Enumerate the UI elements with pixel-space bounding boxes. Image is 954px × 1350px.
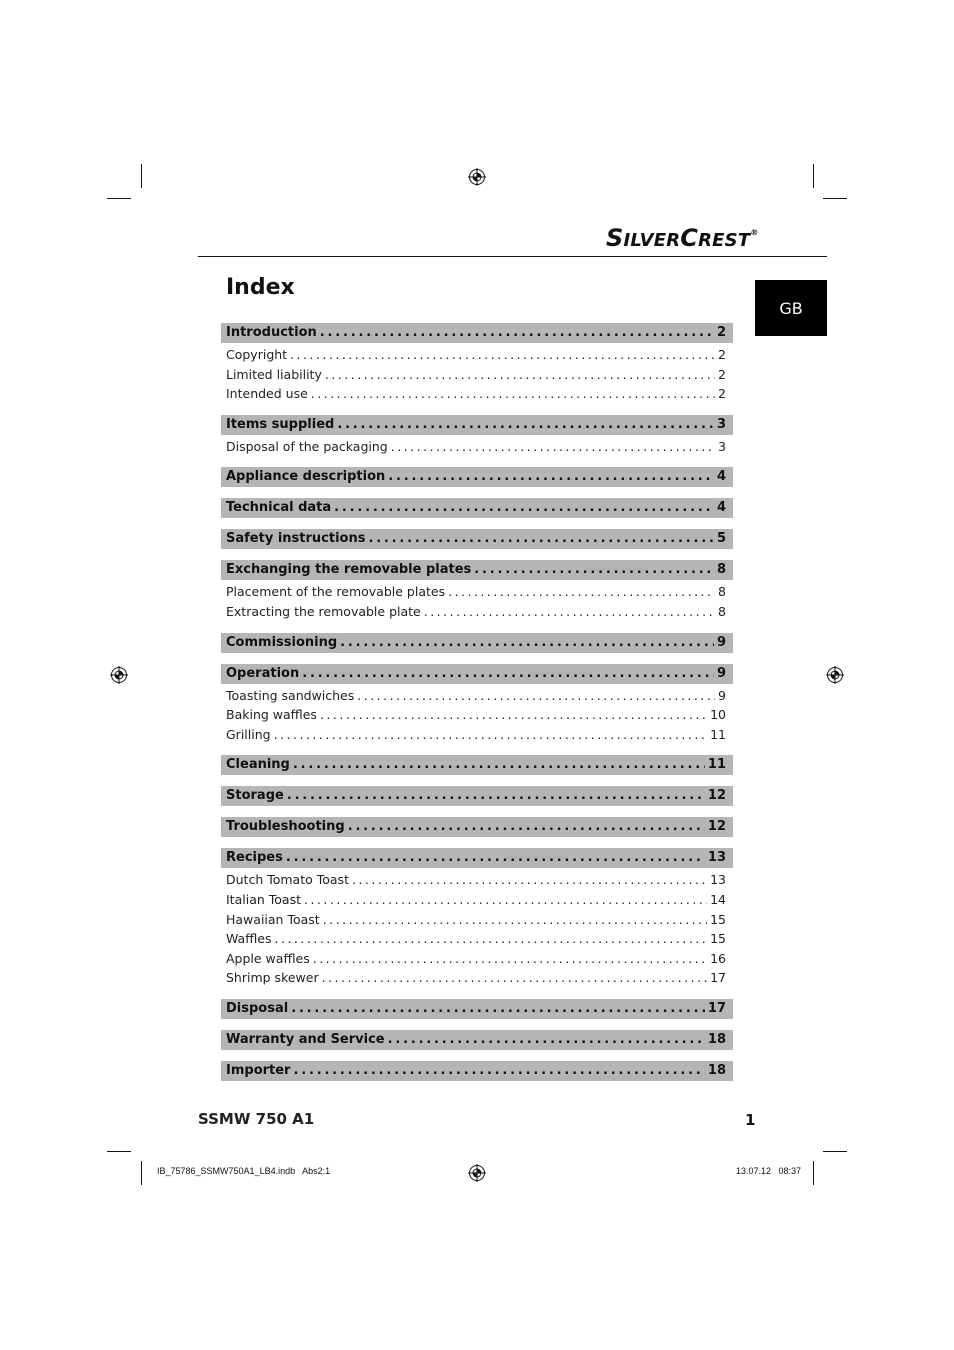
model-number: SSMW 750 A1	[198, 1110, 315, 1128]
toc-subsection-label: Toasting sandwiches	[226, 687, 355, 703]
toc-section	[221, 467, 733, 487]
toc-section	[221, 786, 733, 806]
toc-section-page: 3	[716, 416, 726, 432]
toc-subsection-label: Baking waffles	[226, 707, 317, 723]
toc-leader-dots	[274, 725, 708, 745]
crop-mark-bottom-right-h	[823, 1151, 847, 1152]
toc-section	[221, 529, 733, 549]
toc-section-heading[interactable]	[221, 817, 733, 837]
toc-leader-dots	[334, 498, 714, 518]
toc-section-page: 4	[716, 469, 726, 485]
toc-section-label: Recipes	[226, 850, 283, 866]
page-title: Index	[226, 275, 295, 300]
toc-subsection[interactable]	[221, 686, 733, 706]
toc-subsection-label: Shrimp skewer	[226, 970, 319, 986]
toc-subsection[interactable]	[221, 384, 733, 404]
toc-section-page: 18	[707, 1031, 726, 1047]
toc-subsection[interactable]	[221, 949, 733, 969]
toc-section	[221, 560, 733, 621]
toc-leader-dots	[304, 890, 707, 910]
toc-subsection-page: 9	[718, 687, 726, 703]
toc-leader-dots	[391, 437, 715, 457]
toc-subsection[interactable]	[221, 602, 733, 622]
toc-section-label: Cleaning	[226, 757, 290, 773]
toc-subsection-page: 16	[710, 950, 726, 966]
toc-section-page: 2	[716, 325, 726, 340]
crop-mark-bottom-left-h	[107, 1151, 131, 1152]
toc-leader-dots	[323, 910, 707, 930]
toc-subsection-label: Grilling	[226, 726, 271, 742]
header-rule	[198, 256, 827, 257]
toc-leader-dots	[474, 560, 714, 580]
crop-mark-bottom-right-v	[813, 1161, 814, 1185]
table-of-contents	[221, 323, 733, 1092]
toc-leader-dots	[290, 345, 715, 365]
toc-section-heading[interactable]	[221, 999, 733, 1019]
language-tab: GB	[755, 280, 827, 336]
registration-mark-icon	[468, 168, 486, 186]
toc-subsection-page: 13	[710, 872, 726, 888]
toc-subsection-list	[221, 343, 733, 404]
toc-section-page: 8	[716, 562, 726, 578]
toc-section	[221, 817, 733, 837]
crop-mark-top-right-h	[823, 198, 847, 199]
toc-section-page: 18	[707, 1062, 726, 1078]
toc-section-heading[interactable]	[221, 786, 733, 806]
toc-leader-dots	[337, 415, 714, 435]
toc-section-label: Storage	[226, 788, 284, 804]
toc-section	[221, 999, 733, 1019]
crop-mark-top-left-v	[141, 164, 142, 188]
toc-subsection[interactable]	[221, 365, 733, 385]
toc-subsection-page: 2	[718, 386, 726, 402]
toc-section-heading[interactable]	[221, 467, 733, 487]
toc-subsection-label: Intended use	[226, 386, 308, 402]
toc-section	[221, 664, 733, 745]
print-slug-datetime: 13.07.12 08:37	[736, 1166, 802, 1176]
toc-subsection[interactable]	[221, 437, 733, 457]
toc-section-heading[interactable]	[221, 529, 733, 549]
toc-subsection-page: 15	[710, 911, 726, 927]
toc-leader-dots	[388, 467, 714, 487]
toc-subsection[interactable]	[221, 910, 733, 930]
toc-section-heading[interactable]	[221, 664, 733, 684]
toc-section-label: Exchanging the removable plates	[226, 562, 472, 578]
toc-subsection[interactable]	[221, 929, 733, 949]
toc-leader-dots	[424, 602, 715, 622]
toc-leader-dots	[275, 929, 708, 949]
toc-section	[221, 498, 733, 518]
toc-section-heading[interactable]	[221, 415, 733, 435]
toc-section	[221, 755, 733, 775]
toc-section-heading[interactable]	[221, 1061, 733, 1081]
toc-leader-dots	[293, 755, 705, 775]
toc-subsection[interactable]	[221, 345, 733, 365]
toc-section	[221, 1061, 733, 1081]
toc-subsection-page: 2	[718, 347, 726, 362]
toc-leader-dots	[322, 968, 707, 988]
toc-subsection-label: Waffles	[226, 931, 272, 947]
toc-section-page: 4	[716, 500, 726, 516]
toc-section-heading[interactable]	[221, 848, 733, 868]
toc-subsection-page: 2	[718, 366, 726, 382]
toc-subsection-label: Italian Toast	[226, 891, 301, 907]
toc-leader-dots	[313, 949, 707, 969]
brand-logo: SILVERCREST®	[606, 224, 759, 252]
toc-subsection-page: 8	[718, 603, 726, 619]
toc-section	[221, 1030, 733, 1050]
toc-section-heading[interactable]	[221, 560, 733, 580]
toc-section-page: 9	[716, 634, 726, 650]
toc-subsection-list	[221, 868, 733, 988]
toc-section-heading[interactable]	[221, 755, 733, 775]
toc-section-page: 12	[707, 788, 726, 804]
toc-subsection[interactable]	[221, 968, 733, 988]
toc-section-page: 5	[716, 531, 726, 547]
page-number: 1	[745, 1111, 756, 1129]
toc-subsection[interactable]	[221, 582, 733, 602]
toc-section-label: Warranty and Service	[226, 1031, 385, 1047]
toc-subsection-page: 3	[718, 438, 726, 454]
toc-subsection-label: Disposal of the packaging	[226, 438, 388, 454]
toc-leader-dots	[302, 664, 714, 684]
toc-leader-dots	[368, 529, 714, 549]
print-slug-file: IB_75786_SSMW750A1_LB4.indb Abs2:1	[157, 1166, 331, 1176]
toc-leader-dots	[448, 582, 715, 602]
toc-subsection[interactable]	[221, 705, 733, 725]
toc-section-page: 9	[716, 665, 726, 681]
toc-subsection-list	[221, 580, 733, 621]
toc-section-label: Importer	[226, 1062, 291, 1078]
toc-section-label: Operation	[226, 665, 300, 681]
toc-subsection-page: 14	[710, 891, 726, 907]
toc-section-page: 11	[707, 757, 726, 773]
toc-section-label: Disposal	[226, 1000, 289, 1016]
toc-section-label: Safety instructions	[226, 531, 366, 547]
toc-leader-dots	[287, 786, 705, 806]
toc-subsection-label: Extracting the removable plate	[226, 603, 421, 619]
toc-section-label: Introduction	[226, 325, 317, 340]
toc-subsection-label: Dutch Tomato Toast	[226, 872, 349, 888]
toc-leader-dots	[357, 686, 715, 706]
toc-section-label: Troubleshooting	[226, 819, 345, 835]
toc-leader-dots	[311, 384, 715, 404]
toc-subsection-page: 11	[710, 726, 726, 742]
toc-leader-dots	[388, 1030, 705, 1050]
toc-section-label: Items supplied	[226, 416, 335, 432]
toc-leader-dots	[352, 870, 707, 890]
toc-subsection[interactable]	[221, 725, 733, 745]
toc-subsection-page: 15	[710, 931, 726, 947]
toc-section-page: 17	[707, 1000, 726, 1016]
toc-subsection-label: Placement of the removable plates	[226, 584, 446, 600]
toc-leader-dots	[320, 705, 707, 725]
toc-leader-dots	[286, 848, 705, 868]
toc-section-heading[interactable]	[221, 323, 733, 343]
toc-section-label: Commissioning	[226, 634, 338, 650]
crop-mark-top-right-v	[813, 164, 814, 188]
registration-mark-icon	[110, 666, 128, 684]
crop-mark-top-left-h	[107, 198, 131, 199]
toc-section-heading[interactable]	[221, 498, 733, 518]
toc-subsection[interactable]	[221, 870, 733, 890]
toc-subsection-page: 10	[710, 707, 726, 723]
toc-section-heading[interactable]	[221, 633, 733, 653]
toc-subsection-page: 8	[718, 584, 726, 600]
toc-subsection-page: 17	[710, 970, 726, 986]
toc-leader-dots	[320, 323, 714, 343]
toc-subsection-label: Copyright	[226, 347, 288, 362]
registration-mark-icon	[468, 1164, 486, 1182]
toc-subsection-list	[221, 684, 733, 745]
toc-section-page: 12	[707, 819, 726, 835]
toc-leader-dots	[325, 365, 715, 385]
crop-mark-bottom-left-v	[141, 1161, 142, 1185]
toc-subsection-list	[221, 435, 733, 457]
registration-mark-icon	[826, 666, 844, 684]
toc-leader-dots	[340, 633, 714, 653]
toc-section-heading[interactable]	[221, 1030, 733, 1050]
toc-subsection-label: Limited liability	[226, 366, 322, 382]
toc-section	[221, 848, 733, 988]
toc-section-page: 13	[707, 850, 726, 866]
toc-leader-dots	[293, 1061, 704, 1081]
toc-leader-dots	[291, 999, 705, 1019]
toc-section-label: Technical data	[226, 500, 332, 516]
toc-subsection-label: Hawaiian Toast	[226, 911, 320, 927]
toc-section-label: Appliance description	[226, 469, 386, 485]
toc-subsection[interactable]	[221, 890, 733, 910]
toc-section	[221, 323, 733, 404]
toc-subsection-label: Apple waffles	[226, 950, 310, 966]
toc-section	[221, 633, 733, 653]
toc-section	[221, 415, 733, 457]
toc-leader-dots	[348, 817, 705, 837]
